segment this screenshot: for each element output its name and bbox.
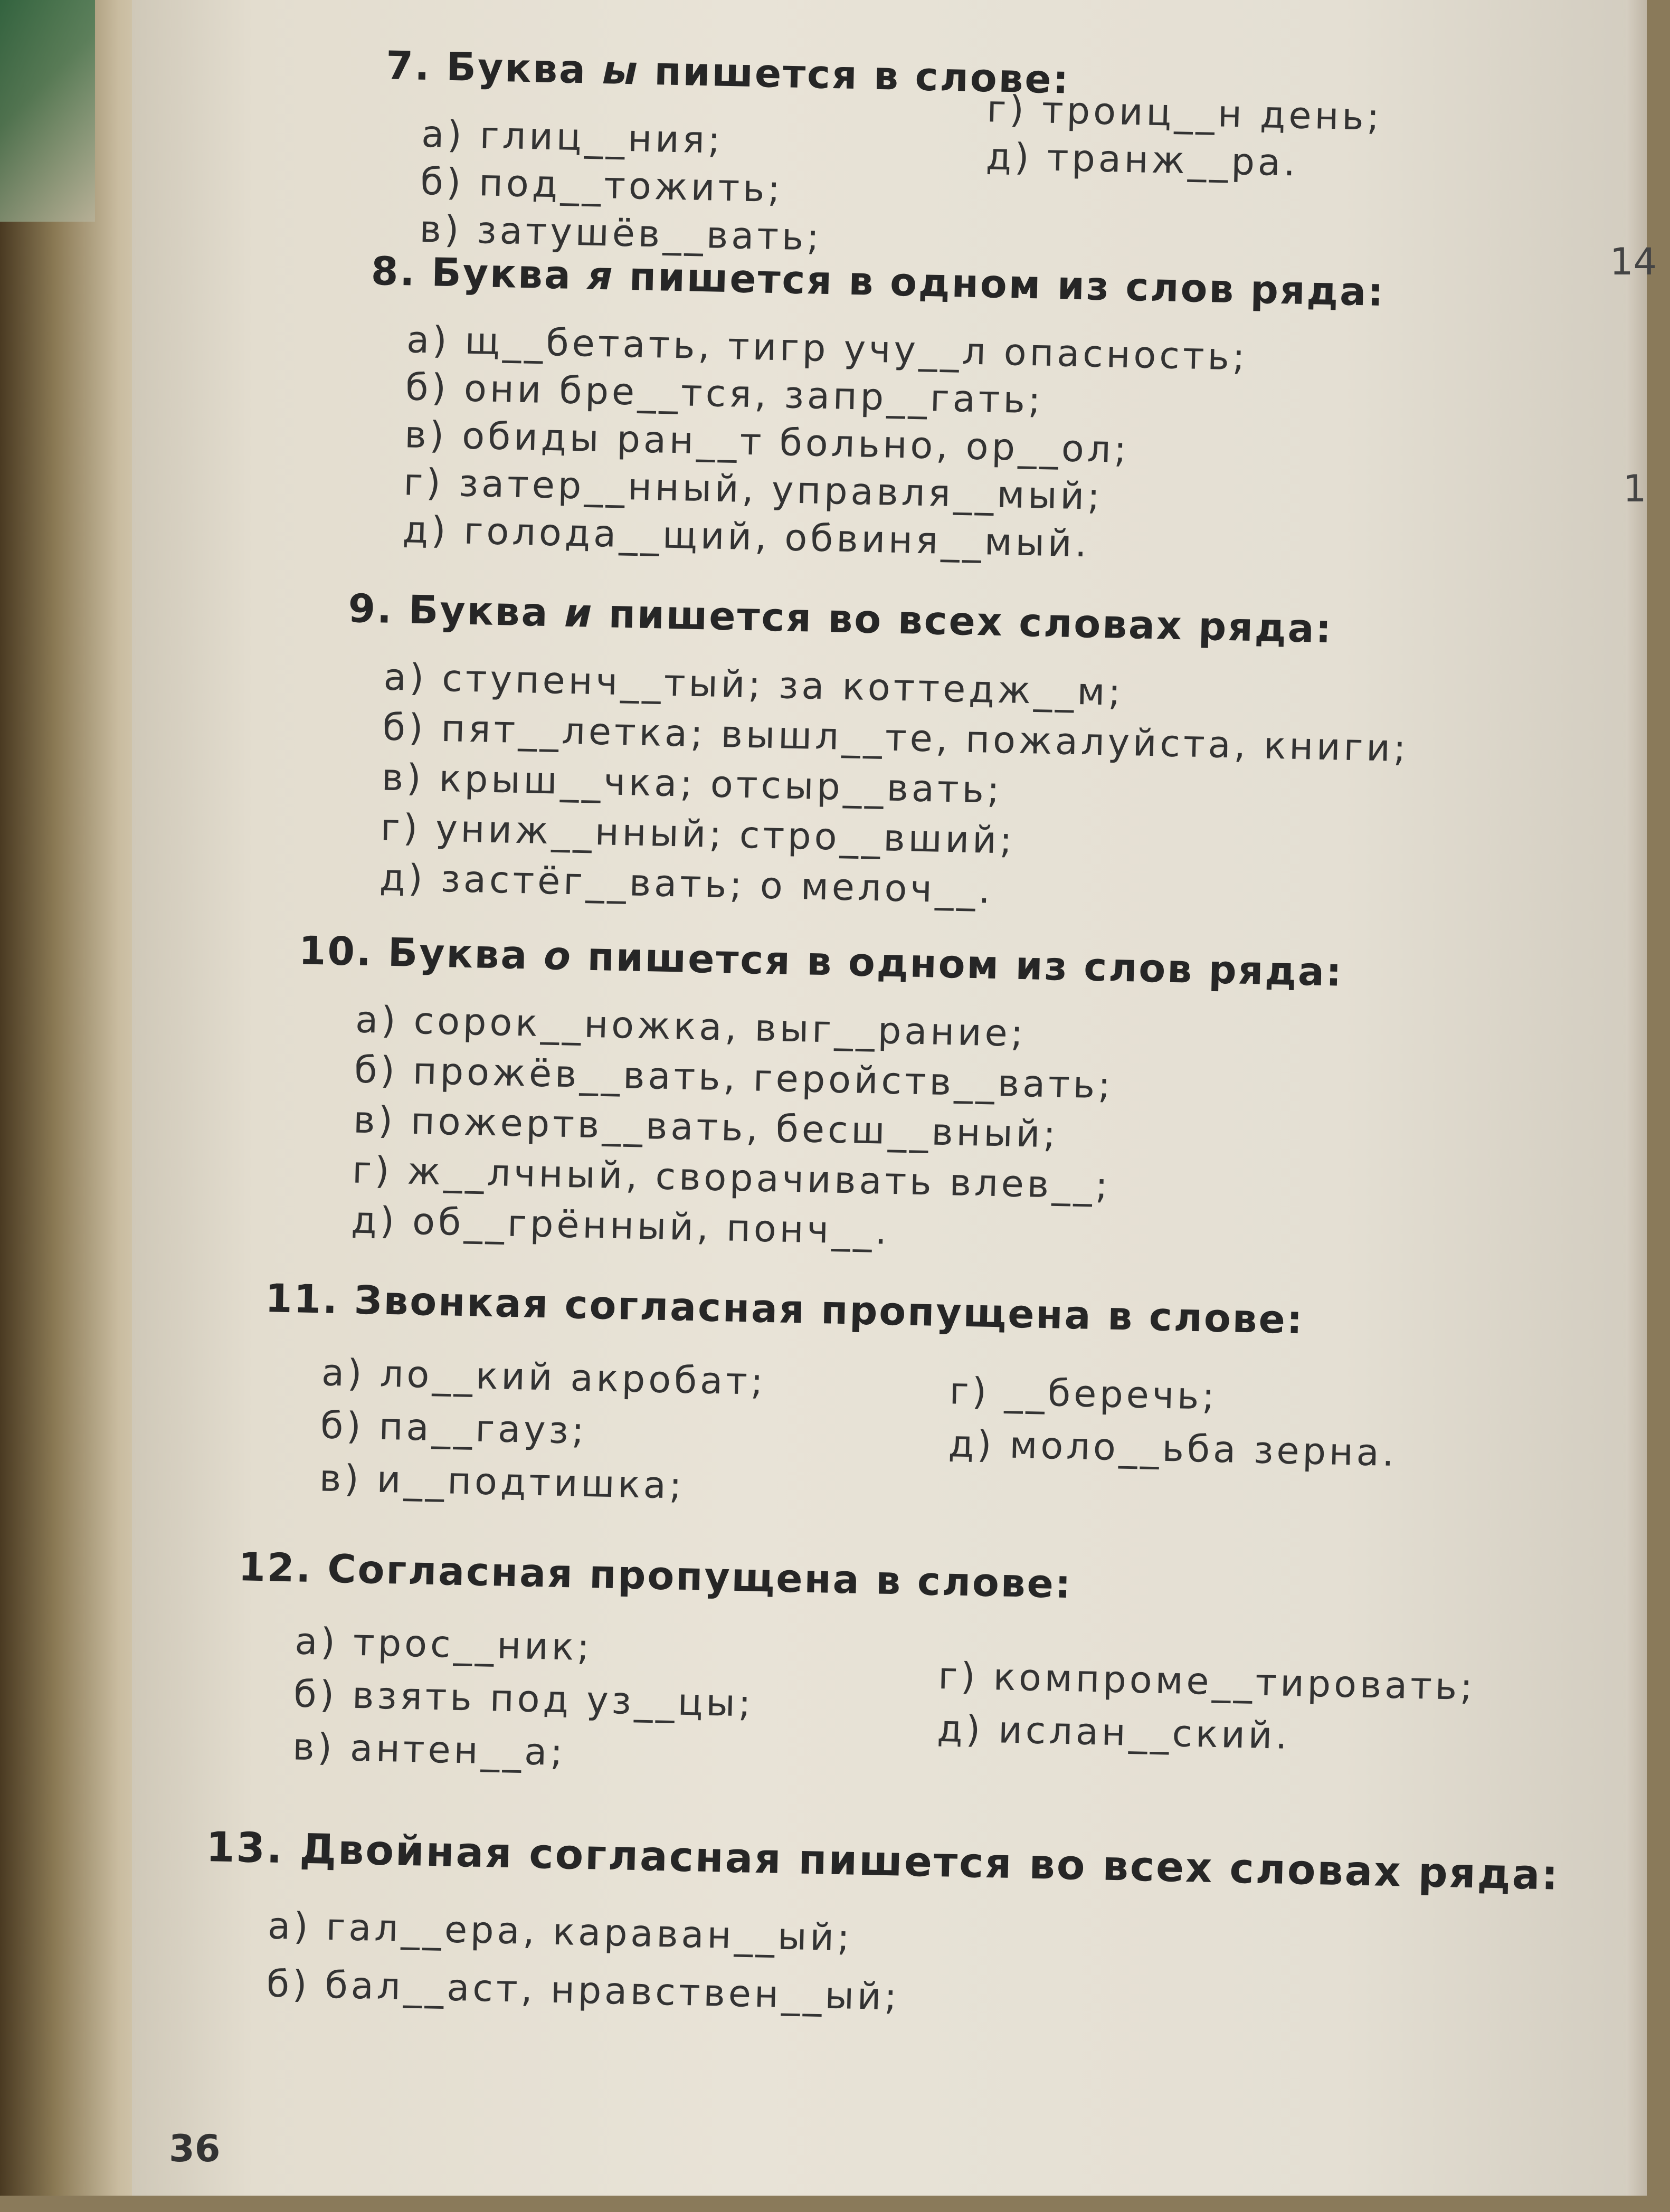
- question-number: 12.: [238, 1544, 313, 1592]
- question-10-option-e: д) об__грённый, понч__.: [350, 1198, 891, 1253]
- page-number: 36: [169, 2127, 221, 2170]
- question-9-option-d: г) униж__нный; стро__вший;: [380, 805, 1016, 862]
- question-number: 8.: [371, 248, 417, 295]
- question-letter: о: [543, 933, 573, 980]
- question-number: 13.: [205, 1823, 284, 1873]
- question-13-option-b: б) бал__аст, нравствен__ый;: [266, 1962, 900, 2019]
- question-number: 10.: [298, 928, 373, 975]
- question-10-option-c: в) пожертв__вать, бесш__вный;: [353, 1098, 1059, 1156]
- question-11-option-a: а) ло__кий акробат;: [321, 1351, 767, 1403]
- question-text: Буква: [431, 250, 588, 299]
- next-page-number-fragment: 1: [1623, 467, 1647, 510]
- question-text: пишется в слове:: [638, 48, 1071, 103]
- question-text: пишется в одном из слов ряда:: [613, 253, 1386, 316]
- question-11-title: [264, 1276, 1304, 1343]
- question-text: Буква: [445, 44, 603, 93]
- question-11-option-c: в) и__подтишка;: [319, 1456, 686, 1507]
- question-13-option-a: а) гал__ера, караван__ый;: [267, 1904, 853, 1960]
- question-7-option-e: д) транж__ра.: [985, 135, 1299, 185]
- question-12-option-e: д) ислан__ский.: [936, 1706, 1291, 1758]
- question-12-option-c: в) антен__а;: [292, 1725, 566, 1774]
- question-12-title: [238, 1544, 1073, 1607]
- question-9-option-e: д) застёг__вать; о мелоч__.: [379, 856, 994, 912]
- question-text: Буква: [387, 929, 545, 979]
- question-10-option-b: б) прожёв__вать, геройств__вать;: [354, 1048, 1114, 1107]
- question-10-title: [298, 928, 1343, 995]
- question-12-option-b: б) взять под уз__цы;: [293, 1672, 755, 1725]
- question-7-option-d: г) троиц__н день;: [986, 87, 1383, 139]
- question-text: Звонкая согласная пропущена в слове:: [354, 1277, 1305, 1343]
- question-12-option-d: г) компроме__тировать;: [937, 1654, 1476, 1709]
- question-number: 9.: [347, 586, 394, 632]
- question-7-title: [385, 43, 1070, 102]
- question-number: 7.: [385, 43, 432, 90]
- next-page-number-fragment: 14: [1610, 240, 1657, 283]
- question-number: 11.: [264, 1276, 340, 1323]
- question-text: пишется во всех словах ряда:: [593, 591, 1334, 652]
- question-8-option-d: г) затер__нный, управля__мый;: [403, 460, 1104, 518]
- question-8-title: [371, 249, 1386, 315]
- question-text: Буква: [408, 587, 565, 636]
- question-12-option-a: а) трос__ник;: [294, 1619, 593, 1669]
- question-9-option-b: б) пят__летка; вышл__те, пожалуйста, книги;: [382, 705, 1410, 771]
- question-8-option-e: д) голода__щий, обвиня__мый.: [402, 508, 1090, 566]
- question-8-option-a: а) щ__бетать, тигр учу__л опасность;: [406, 318, 1249, 379]
- question-text: Согласная пропущена в слове:: [327, 1546, 1073, 1608]
- question-11-option-e: д) моло__ьба зерна.: [947, 1422, 1398, 1475]
- question-7-option-a: а) глиц__ния;: [421, 112, 724, 162]
- question-11-option-b: б) па__гауз;: [320, 1403, 588, 1452]
- question-letter: и: [564, 590, 594, 637]
- question-8-option-b: б) они бре__тся, запр__гать;: [405, 365, 1045, 422]
- question-10-option-a: а) сорок__ножка, выг__рание;: [355, 998, 1027, 1056]
- question-9-option-a: а) ступенч__тый; за коттедж__м;: [383, 655, 1124, 714]
- question-13-title: [205, 1824, 1560, 1900]
- question-8-option-c: в) обиды ран__т больно, ор__ол;: [404, 413, 1130, 472]
- question-letter: я: [586, 253, 615, 299]
- question-9-title: [348, 586, 1333, 652]
- question-9-option-c: в) крыш__чка; отсыр__вать;: [381, 755, 1003, 812]
- question-text: пишется в одном из слов ряда:: [572, 934, 1344, 995]
- question-text: Двойная согласная пишется во всех словах ряда:: [299, 1825, 1560, 1900]
- question-letter: ы: [601, 47, 640, 94]
- question-11-option-d: г) __беречь;: [948, 1369, 1218, 1418]
- question-7-option-b: б) под__тожить;: [420, 159, 784, 211]
- question-7-option-c: в) затушёв__вать;: [419, 207, 823, 259]
- question-10-option-d: г) ж__лчный, сворачивать влев__;: [352, 1148, 1112, 1208]
